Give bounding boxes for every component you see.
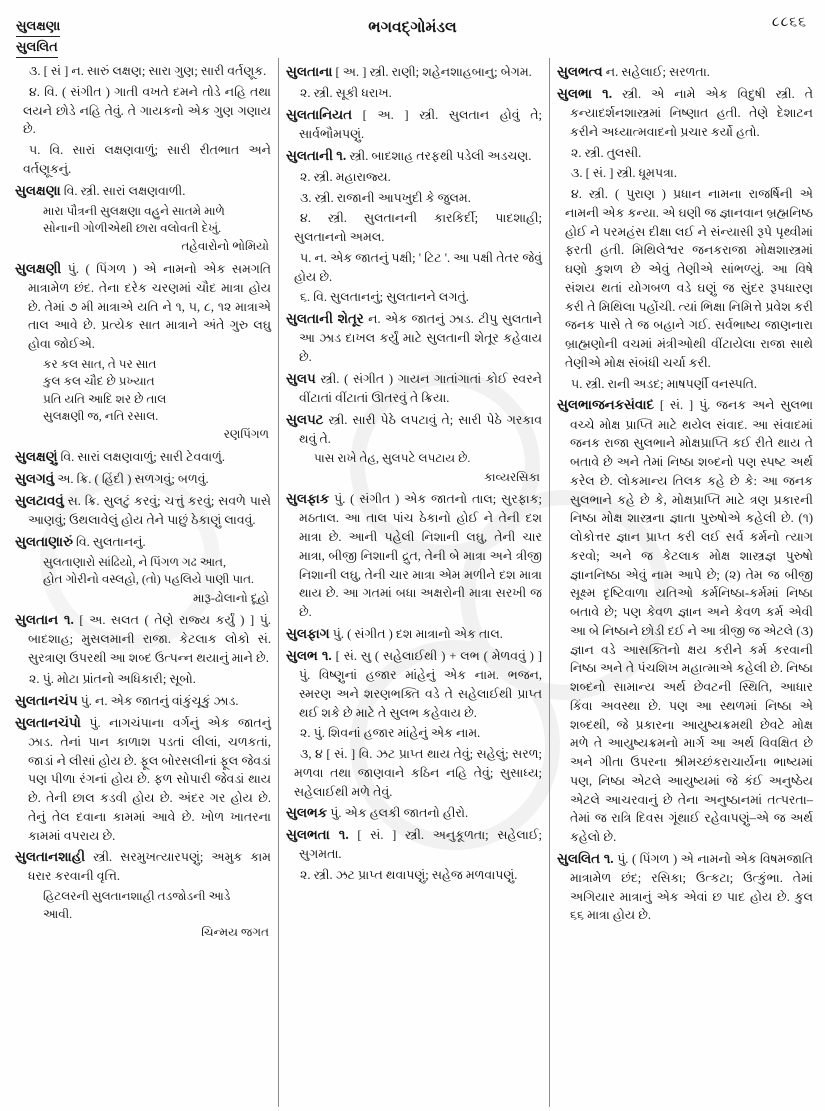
- definition-text: ૫. વિ. સારાં લક્ષણવાળું; સારી રીતભાત અને વર્તણૂકનું.: [23, 143, 271, 176]
- headword: સુલતાનચંપ: [15, 692, 78, 708]
- headword: સુલતાનચંપો: [15, 714, 81, 730]
- verse-attribution: રણપિંગળ: [223, 427, 269, 442]
- dictionary-entry: [286, 803, 542, 823]
- dictionary-entry: [15, 491, 271, 530]
- dictionary-entry: [15, 181, 271, 201]
- headword: સુલભક: [286, 805, 328, 821]
- sense-item: [286, 84, 542, 103]
- definition-text: ૨. સ્ત્રી. તુલસી.: [571, 145, 642, 160]
- definition-text: [ અ. સલત ( તેણે રાજ્ય કર્યું ) ] પું. બાદશાહ; મુસલમાની રાજા. કેટલાક લોકો સં. સુરત્રાણ ઉપરથી આ શબ્દ ઉત્પન્ન થયાનું માને છે.: [28, 613, 271, 666]
- definition-text: [ સં. સુ ( સહેલાઈથી ) + લભ ( મેળવવું ) ] પું. વિષ્ણુનાં હજાર માંહેનું એક નામ. ભજન, સ્મરણ અને શરણભક્તિ વડે તે સહેલાઈથી પ્રાપ્ત થઈ શકે છે માટે તે સુલભ કહેવાય છે.: [299, 648, 543, 720]
- definition-text: ૫. સ્ત્રી. રાની અડદ; માષપર્ણી વનસ્પતિ.: [571, 376, 757, 391]
- headword: સુલભા ૧.: [557, 86, 613, 102]
- verse-attribution: તહેવારોનો ભોમિયો: [181, 239, 269, 254]
- verse-line: હિટલરની સુલતાનશાહી તડજોડની આડે: [43, 889, 231, 904]
- definition-text: ૬. વિ. સુલતાનનું; સુલતાનને લગતું.: [300, 290, 469, 305]
- sense-item: [557, 164, 813, 183]
- guide-word-last: સુલલિત: [16, 37, 58, 58]
- headword: સુલતાણારું: [15, 533, 73, 549]
- headword: સુલફાગ: [286, 625, 330, 641]
- definition-text: ૩. [ સં ] ન. સારું લક્ષણ; સારા ગુણ; સારી વર્તણૂક.: [29, 64, 267, 78]
- sense-item: [15, 141, 271, 179]
- text-column: [278, 58, 549, 1107]
- sense-item: [286, 168, 542, 187]
- verse-quote: [286, 450, 542, 486]
- definition-text: વિ. સ્ત્રી. સારાં લક્ષણવાળી.: [63, 183, 186, 198]
- verse-line: સુલતાણારો સાંઢિયો, ને પિંગળ ગઢ આત,: [43, 555, 226, 570]
- headword: સુલતાનિયત: [286, 106, 352, 122]
- verse-line: સુલક્ષણી જ, નતિ રસાલ.: [43, 409, 159, 424]
- definition-text: [ અ. ] સ્ત્રી. સુલતાન હોવું તે; સાર્વભૌમપણું.: [299, 107, 542, 141]
- definition-text: ૨. પું. મોટા પ્રાંતનો અધિકારી; સૂબો.: [29, 671, 196, 686]
- verse-attribution: મારૂ-ઢોલાનો દૂહો: [193, 590, 269, 605]
- dictionary-entry: [286, 489, 542, 622]
- definition-text: [ સં. ] પું. જનક અને સુલભા વચ્ચે મોક્ષ પ્રાપ્તિ માટે થયેલ સંવાદ. આ સંવાદમાં જનક રાજા સુલભાને મોક્ષપ્રાપ્તિ કઈ રીતે થાય તે બતાવે છે અને તેમાં નિષ્ઠા શબ્દનો પણ સ્પષ્ટ અર્થ કરેલ છે. લોકમાન્ય તિલક કહે છે કે: આ જનક સુલભાને કહે છે કે, મોક્ષપ્રાપ્તિ માટે ત્રણ પ્રકારની નિષ્ઠા મોક્ષ શાસ્ત્રના જ્ઞાતા પુરુષોએ કહેલી છે. (૧) લોકોત્તર જ્ઞાન પ્રાપ્ત કરી લઈ સર્વ કર્મનો ત્યાગ કરવો; અને જ કેટલાક મોક્ષ શાસ્ત્રજ્ઞ પુરુષો જ્ઞાનનિષ્ઠા એવું નામ આપે છે; (૨) તેમ જ બીજી સૂક્ષ્મ દૃષ્ટિવાળા યતિઓ કર્મનિષ્ઠા-કર્મમાં નિષ્ઠા બતાવે છે; પણ કેવળ જ્ઞાન અને કેવળ કર્મ એવી આ બે નિષ્ઠાને છોડી દઈ ને આ ત્રીજી જ એટલે (૩) જ્ઞાન વડે આસક્તિનો ક્ષય કરીને કર્મ કરવાની નિષ્ઠા અને તે પંચશિખ મહાત્માએ કહેલી છે. નિષ્ઠા શબ્દનો સામાન્ય અર્થ છેવટની સ્થિતિ, આધાર કિંવા અવસ્થા છે. પણ આ સ્થળમાં નિષ્ઠા એ શબ્દથી, જે પ્રકારના આયુષ્યક્રમથી છેવટે મોક્ષ મળે તે આયુષ્યક્રમનો માર્ગ આ અર્થ વિવક્ષિત છે અને ગીતા ઉપરના શ્રીમચ્છંકરાચાર્યના ભાષ્યમાં પણ, નિષ્ઠા એટલે આયુષ્યમાં જે કંઈ અનુષ્ઠેય એટલે આચરવાનું છે તેના અનુષ્ઠાનમાં તત્પરતા–તેમાં જ રાત્રિ દિવસ ગૂંથાઈ રહેવાપણું–એ જ અર્થ કહેલો છે.: [570, 398, 814, 845]
- headword: સુલતાની શેતૂર: [286, 311, 364, 327]
- sense-item: [286, 189, 542, 208]
- headword: સુલક્ષણા: [15, 182, 61, 198]
- definition-text: અ. ક્રિ. ( હિંદી ) સળગવું; બળવું.: [57, 471, 209, 486]
- definition-text: [ અ. ] સ્ત્રી. રાણી; શહેનશાહબાનુ; બેગમ.: [335, 65, 532, 79]
- definition-text: સ. ક્રિ. સુલટું કરવું; ચત્તું કરવું; સવળે પાસે આણવું; ઉથલાવેલું હોય તેને પાછું ઠેકાણું લાવવું.: [28, 494, 272, 528]
- book-title: ભગવદ્ગોમંડલ: [368, 19, 457, 36]
- verse-quote: [15, 554, 271, 607]
- definition-text: ન. સહેલાઈ; સરળતા.: [605, 65, 710, 79]
- definition-text: સ્ત્રી. સારી પેઠે લપટાવું તે; સારી પેઠે ગરકાવ થવું તે.: [299, 412, 543, 446]
- dictionary-entry: [15, 259, 271, 354]
- guide-word-first: સુલક્ષણા: [16, 16, 60, 37]
- dictionary-entry: [286, 62, 542, 82]
- definition-text: પું. એક હલકી જાતનો હીરો.: [330, 806, 469, 821]
- dictionary-entry: [557, 849, 813, 925]
- sense-item: [557, 185, 813, 373]
- dictionary-entry: [15, 713, 271, 846]
- dictionary-entry: [15, 447, 271, 467]
- headword: સુલટાવવું: [15, 493, 64, 509]
- dictionary-entry: [15, 610, 271, 668]
- dictionary-entry: [15, 532, 271, 552]
- headword: સુલતાના: [286, 64, 333, 79]
- dictionary-entry: [286, 105, 542, 144]
- definition-text: વિ. સારાં લક્ષણવાળું; સારી ટેવવાળું.: [60, 449, 225, 464]
- verse-line: સોનાની ગોળીએથી છારા વલોવતી દેખું.: [43, 221, 222, 235]
- verse-line: હોત ગોરીનો વસ્લહો, (તો) પહલિયે પાણી પાત.: [43, 572, 255, 587]
- headword: સુલક્ષણું: [15, 448, 58, 464]
- headword: સુલફાક: [286, 491, 330, 507]
- verse-quote: [15, 356, 271, 444]
- headword: સુલક્ષણી: [15, 260, 62, 276]
- verse-line: પાસ રાખે તેહ, સુલપટે લપટાય છે.: [314, 451, 471, 466]
- headword: સુલભતા ૧.: [286, 827, 349, 843]
- definition-text: સ્ત્રી. એ નામે એક વિદુષી સ્ત્રી. તે કન્યાદર્શનશાસ્ત્રમાં નિષ્ણાત હતી. તેણે દેશાટન કરીને અધ્યાત્મવાદનો પ્રચાર કર્યો હતો.: [570, 87, 813, 139]
- headword: સુલપ: [286, 370, 316, 386]
- dictionary-entry: [15, 691, 271, 711]
- dictionary-entry: [557, 62, 813, 82]
- dictionary-entry: [286, 146, 542, 166]
- headword: સુલભ ૧.: [286, 647, 332, 663]
- verse-line: કુલ કલ ચૌદ છે પ્રખ્યાત: [43, 374, 155, 389]
- columns: [8, 58, 820, 1107]
- sense-item: [286, 724, 542, 743]
- definition-text: ૨. સ્ત્રી. મહારાજ્ય.: [300, 169, 391, 184]
- dictionary-entry: [15, 469, 271, 489]
- page-number: ૮૮૬૬: [771, 15, 807, 30]
- definition-text: [ સં. ] સ્ત્રી. અનુકૂળતા; સહેલાઈ; સુગમતા.: [299, 828, 542, 862]
- definition-text: પું. ( પિંગળ ) એ નામનો એક વિષમજાતિ માત્રામેળ છંદ; રસિકા; ઉત્કટા; ઉત્કુંભા. તેમાં અગિયાર માત્રાનું એક એવાં છ પાદ હોય છે. કુલ ૬૬ માત્રા હોય છે.: [570, 851, 814, 923]
- dictionary-entry: [286, 624, 542, 644]
- definition-text: પું. ( સંગીત ) એક જાતનો તાલ; સુરફાક; મઠતાલ. આ તાલ પાંચ ઠેકાનો હોઈ ને તેની દશ માત્રા છે. આની પહેલી નિશાની લઘુ, તેની ચાર માત્રા, બીજી નિશાની દ્રુત, તેની બે માત્રા અને ત્રીજી નિશાની લઘુ, તેની ચાર માત્રા એમ મળીને દશ માત્રા થાય છે. આ ગતમાં બધા અક્ષરોની માત્રા સરખી જ છે.: [299, 492, 542, 620]
- dictionary-entry: [286, 646, 542, 722]
- verse-attribution: ચિન્મય જગત: [201, 924, 269, 939]
- definition-text: ૨. પું. શિવનાં હજાર માંહેનું એક નામ.: [300, 726, 481, 741]
- text-column: [549, 58, 820, 1107]
- definition-text: ૪. સ્ત્રી. સુલતાનની કારકિર્દી; પાદશાહી; સુલતાનનો અમલ.: [294, 211, 542, 245]
- definition-text: સ્ત્રી. સરમુખત્યારપણું; અમુક કામ ધરાર કરવાની વૃત્તિ.: [28, 850, 272, 884]
- definition-text: ૫. ન. એક જાતનું પક્ષી; ' ટિટ '. આ પક્ષી તેતર જેવું હોય છે.: [294, 250, 542, 284]
- verse-line: મારા પૌત્રની સુલક્ષણા વહુને સાતમે માળે: [43, 203, 225, 218]
- definition-text: ૪. સ્ત્રી. ( પુરાણ ) પ્રધાન નામના રાજર્ષિની એ નામની એક કન્યા. એ ઘણી જ જ્ઞાનવાન બ્રહ્મનિષ્ઠ હોઈ ને પરમહંસ દીક્ષા લઈ ને સંન્યાસી રૂપે પૃથ્વીમાં ફરતી હતી. મિથિલેશ્વર જનકરાજા મોક્ષશાસ્ત્રમાં ઘણો કુશળ છે એવું તેણીએ સાંભળ્યું. આ વિષે સંશય થતાં યોગબળ વડે ઘણું જ સુંદર રૂપધારણ કરી તે મિથિલા પહોંચી. ત્યાં ભિક્ષા નિમિત્તે પ્રવેશ કરી જનક પાસે તે જ બહાને ગઈ. સર્વભાષ્ય જાણનારા બ્રાહ્મણોની વચમાં મંત્રીઓથી વીંટાયેલા રાજા સાથે તેણીએ મોક્ષ સંબંધી ચર્ચા કરી.: [565, 187, 813, 370]
- dictionary-entry: [15, 847, 271, 886]
- text-column: [8, 58, 278, 1107]
- headword: સુલગવું: [15, 470, 55, 486]
- headword: સુલલિત ૧.: [557, 850, 614, 866]
- definition-text: પું. ( સંગીત ) દશ માત્રાનો એક તાલ.: [332, 626, 503, 641]
- headword: સુલભાજનકસંવાદ: [557, 397, 655, 413]
- sense-item: [286, 866, 542, 885]
- definition-text: ન. એક જાતનું ઝાડ. ટીપુ સુલતાને આ ઝાડ દાખલ કર્યું માટે સુલતાની શેતૂર કહેવાય છે.: [299, 312, 542, 364]
- headword: સુલતાનશાહી: [15, 849, 86, 865]
- definition-text: ૩. [ સં. ] સ્ત્રી. ધૂમપત્રા.: [571, 166, 677, 181]
- dictionary-entry: [286, 410, 542, 449]
- sense-item: [15, 83, 271, 139]
- definition-text: વિ. સુલતાનનું.: [76, 534, 146, 549]
- verse-quote: [15, 888, 271, 941]
- verse-attribution: કાવ્યરસિકા: [484, 469, 540, 484]
- definition-text: સ્ત્રી. બાદશાહ તરફથી પડેલી અડચણ.: [349, 148, 532, 163]
- headword: સુલતાની ૧.: [286, 147, 347, 163]
- verse-line: કર કલ સાત, તે પર સાત: [43, 356, 157, 371]
- dictionary-entry: [557, 395, 813, 846]
- dictionary-entry: [286, 825, 542, 864]
- definition-text: ૪. વિ. ( સંગીત ) ગાતી વખતે દમને તોડે નહિ તથા લયને છોડે નહિ તેવું. તે ગાયકનો એક ગુણ ગણાય છે.: [23, 84, 271, 137]
- sense-item: [286, 209, 542, 247]
- sense-item: [286, 288, 542, 307]
- definition-text: ૨. સ્ત્રી. ઝટ પ્રાપ્ત થવાપણું; સહેજ મળવાપણું.: [300, 868, 518, 883]
- page-header: [14, 4, 811, 56]
- dictionary-entry: [286, 369, 542, 408]
- headword: સુલતાન ૧.: [15, 612, 74, 628]
- definition-text: પું. ( પિંગળ ) એ નામનો એક સમગતિ માત્રામેળ છંદ. તેના દરેક ચરણમાં ચૌદ માત્રા હોય છે. તેમાં ૭ મી માત્રાએ યતિ ને ૧, ૫, ૮, ૧૨ માત્રાએ તાલ આવે છે. પ્રત્યેક સાત માત્રાને અંતે ગુરુ લઘુ હોવા જોઈએ.: [28, 261, 272, 352]
- dictionary-entry: [557, 84, 813, 142]
- sense-item: [15, 670, 271, 689]
- sense-item: [557, 144, 813, 163]
- sense-item: [557, 375, 813, 394]
- definition-text: સ્ત્રી. ( સંગીત ) ગાયન ગાતાંગાતાં કોઈ સ્વરને વીંટાતાં વીંટાતાં ઊતરવું તે ક્રિયા.: [299, 371, 542, 405]
- sense-item: [286, 745, 542, 801]
- verse-line: આવી.: [43, 906, 73, 921]
- headword: સુલભત્વ: [557, 64, 603, 79]
- definition-text: ૩, ૪ [ સં. ] વિ. ઝટ પ્રાપ્ત થાય તેવું; સહેલું; સરળ; મળવા તથા જાણવાને કઠિન નહિ તેવું; સુસાધ્ય; સહેલાઈથી મળે તેવું.: [294, 747, 542, 799]
- sense-item: [15, 62, 271, 81]
- verse-line: પ્રતિ યતિ આદિ શર છે તાલ: [43, 391, 167, 406]
- headword: સુલપટ: [286, 411, 324, 427]
- guide-words: [16, 16, 60, 58]
- definition-text: ૩. સ્ત્રી. રાજાની આપખુદી કે જુલમ.: [300, 190, 471, 205]
- verse-quote: [15, 203, 271, 256]
- definition-text: પું. નાગચંપાના વર્ગનું એક જાતનું ઝાડ. તેનાં પાન કાળાશ પડતાં લીલાં, ચળકતાં, જાડાં ને લીસાં હોય છે. ફૂલ બોરસલીનાં ફૂલ જેવડાં પણ પીળા રંગનાં હોય છે. ફળ સોપારી જેવડાં થાય છે. તેની છાલ કડવી હોય છે. અંદર ગર હોય છે. તેનું તેલ દવાના કામમાં આવે છે. ખોળ ખાતરના કામમાં વપરાય છે.: [28, 715, 272, 843]
- sense-item: [286, 249, 542, 287]
- dictionary-entry: [286, 309, 542, 367]
- definition-text: પું. ન. એક જાતનું વાંકુંચૂકું ઝાડ.: [80, 693, 239, 708]
- definition-text: ૨. સ્ત્રી. સૂકી ધરાખ.: [300, 86, 392, 101]
